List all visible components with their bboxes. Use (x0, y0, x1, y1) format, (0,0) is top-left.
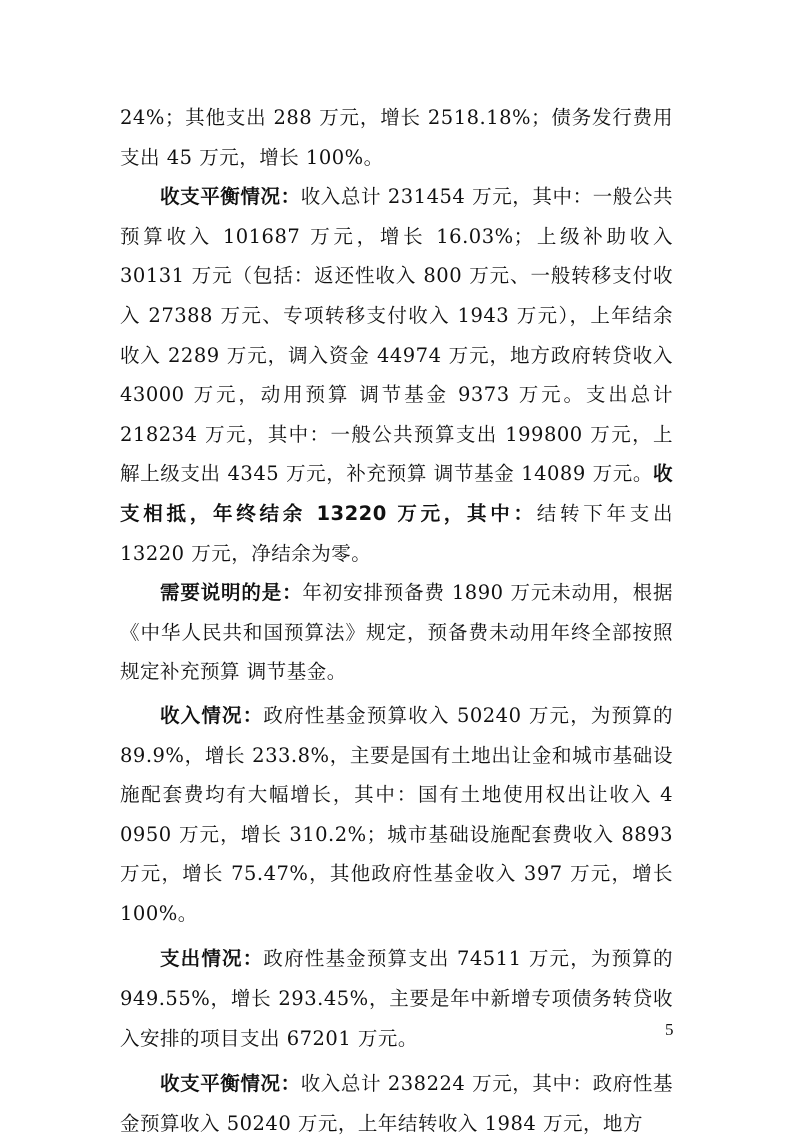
paragraph-text: 政府性基金预算支出 74511 万元，为预算的 949.55%，增长 293.45%，主要是年中新增专项债务转贷收入安排的项目支出 67201 万元。 (120, 947, 673, 1050)
paragraph-label: 收支平衡情况： (160, 1072, 301, 1096)
paragraph-text: 政府性基金预算收入 50240 万元，为预算的 89.9%，增长 233.8%，主要是国有土地出让金和城市基础设施配套费均有大幅增长，其中：国有土地使用权出让收入 4 0950 万元，增长 310.2%；城市基础设施配套费收入 8893 万元，增长 75.47%，其他政府性基金收入 397 万元，增长 100%。 (120, 703, 673, 925)
paragraph-fund-income (120, 696, 673, 934)
paragraph-label: 收入情况： (160, 703, 264, 727)
paragraph-text: 年初安排预备费 1890 万元未动用，根据《中华人民共和国预算法》规定，预备费未动用年终全部按照规定补充预算 调节基金。 (120, 581, 673, 684)
paragraph-continued-expenditure (120, 98, 673, 177)
paragraph-fund-balance (120, 1064, 673, 1143)
paragraph-text: 收入总计 238224 万元，其中：政府性基金预算收入 50240 万元，上年结转收入 1984 万元，地方 (120, 1072, 673, 1135)
paragraph-general-balance (120, 177, 673, 573)
paragraph-label: 收支平衡情况： (160, 185, 301, 209)
paragraph-text: 结转下年支出 13220 万元，净结余为零。 (120, 501, 673, 565)
document-page (120, 98, 673, 1143)
paragraph-bold-text: 收支相抵，年终结余 13220 万元，其中： (120, 462, 673, 525)
paragraph-label: 需要说明的是： (160, 581, 303, 605)
paragraph-fund-expenditure (120, 939, 673, 1058)
page-number: 5 (665, 1020, 674, 1039)
paragraph-text: 收入总计 231454 万元，其中：一般公共预算收入 101687 万元，增长 16.03%；上级补助收入 30131 万元（包括：返还性收入 800 万元、一般转移支付收入 27388 万元、专项转移支付收入 1943 万元），上年结余收入 2289 万元，调入资金 44974 万元，地方政府转贷收入 43000 万元，动用预算 调节基金 9373 万元。支出总计 218234 万元，其中：一般公共预算支出 199800 万元，上解上级支出 4345 万元，补充预算 调节基金 14089 万元。 (120, 185, 673, 486)
paragraph-text: 24%；其他支出 288 万元，增长 2518.18%；债务发行费用支出 45 万元，增长 100%。 (120, 106, 673, 169)
paragraph-label: 支出情况： (160, 947, 264, 971)
paragraph-note (120, 573, 673, 692)
